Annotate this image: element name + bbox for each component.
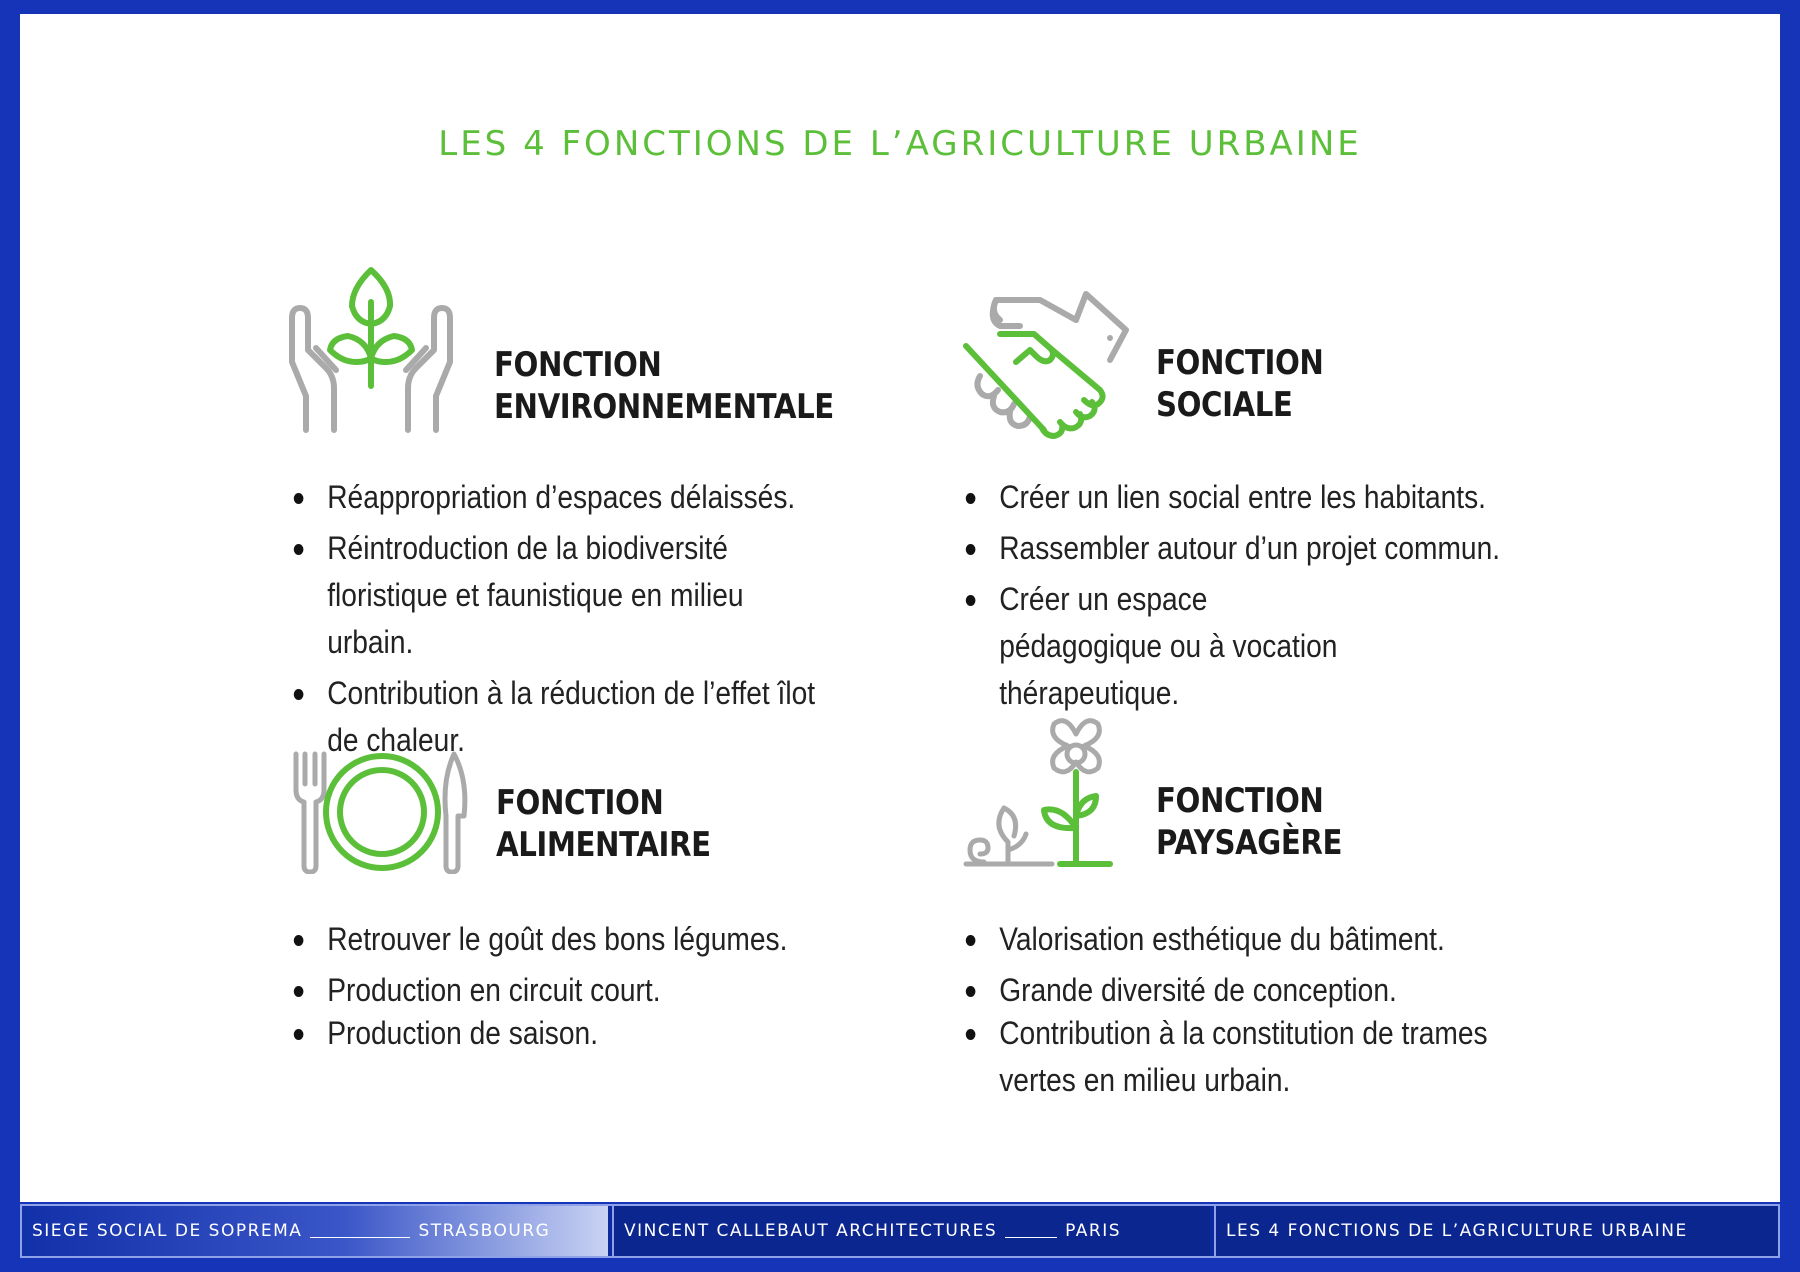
list-item: Production en circuit court.: [292, 967, 873, 1014]
list-paysagere: [964, 916, 1624, 1108]
footer-project-name: SIEGE SOCIAL DE SOPREMA: [32, 1221, 303, 1241]
list-item: Créer un espace pédagogique ou à vocation thérapeutique.: [964, 576, 1369, 717]
list-item: Contribution à la constitution de trames vertes en milieu urbain.: [964, 1010, 1492, 1104]
heading-alimentaire: FONCTION ALIMENTAIRE: [496, 783, 711, 865]
list-item: Créer un lien social entre les habitants.: [964, 474, 1545, 521]
footer-separator: [310, 1225, 410, 1238]
heading-environnementale: FONCTION ENVIRONNEMENTALE: [494, 345, 834, 427]
footer-project-city: STRASBOURG: [418, 1221, 551, 1241]
footer-cell-project: [22, 1206, 608, 1256]
footer-cell-title: [1214, 1206, 1778, 1256]
list-item: Production de saison.: [292, 1010, 873, 1057]
footer-bar: [20, 1204, 1780, 1258]
plate-fork-knife-icon: [292, 750, 468, 879]
plant-in-hands-icon: [286, 266, 456, 439]
list-alimentaire: [292, 916, 952, 1061]
footer-separator: [1005, 1225, 1057, 1238]
list-item: Réappropriation d’espaces délaissés.: [292, 474, 873, 521]
footer-cell-architect: [612, 1206, 1210, 1256]
list-sociale: [964, 474, 1624, 721]
list-item: Grande diversité de conception.: [964, 967, 1545, 1014]
heading-sociale: FONCTION SOCIALE: [1156, 343, 1324, 425]
handshake-icon: [960, 290, 1130, 445]
flower-landscape-icon: [962, 716, 1118, 877]
list-item: Retrouver le goût des bons légumes.: [292, 916, 873, 963]
footer-architect-name: VINCENT CALLEBAUT ARCHITECTURES: [624, 1221, 998, 1241]
list-item: Valorisation esthétique du bâtiment.: [964, 916, 1545, 963]
list-item: Réintroduction de la biodiversité floristique et faunistique en milieu urbain.: [292, 525, 820, 666]
list-item: Contribution à la réduction de l’effet îlot de chaleur.: [292, 670, 820, 764]
page-title: LES 4 FONCTIONS DE L’AGRICULTURE URBAINE: [438, 124, 1362, 164]
footer-title: LES 4 FONCTIONS DE L’AGRICULTURE URBAINE: [1226, 1221, 1688, 1241]
list-environnementale: [292, 474, 952, 768]
footer-architect-city: PARIS: [1065, 1221, 1122, 1241]
heading-paysagere: FONCTION PAYSAGÈRE: [1156, 781, 1343, 863]
list-item: Rassembler autour d’un projet commun.: [964, 525, 1545, 572]
